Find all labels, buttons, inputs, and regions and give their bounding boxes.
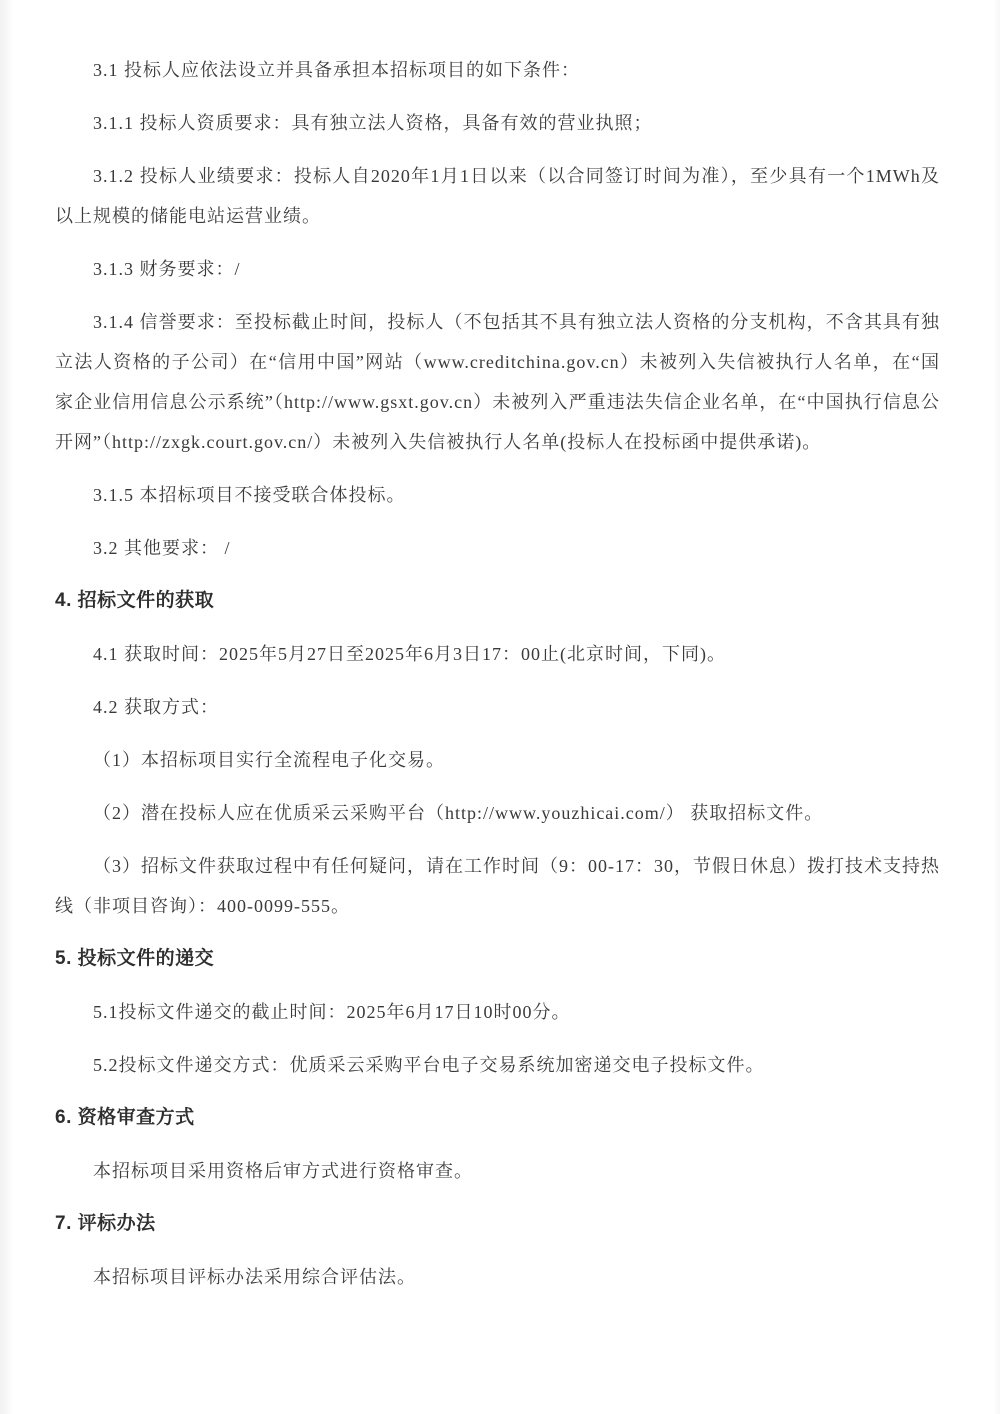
paragraph-5-2: 5.2投标文件递交方式：优质采云采购平台电子交易系统加密递交电子投标文件。 — [93, 1055, 765, 1075]
paragraph-7-body: 本招标项目评标办法采用综合评估法。 — [93, 1267, 416, 1287]
section-heading-5: 5. 投标文件的递交 — [55, 948, 215, 969]
paragraph-3-2: 3.2 其他要求： / — [93, 538, 231, 558]
paragraph-5-1: 5.1投标文件递交的截止时间：2025年6月17日10时00分。 — [93, 1002, 571, 1022]
paragraph-4-2-item-3: （3）招标文件获取过程中有任何疑问，请在工作时间（9：00-17：30，节假日休息）拨打技术支持热线（非项目咨询）：400-0099-555。 — [55, 856, 940, 916]
paragraph-3-1-1: 3.1.1 投标人资质要求：具有独立法人资格，具备有效的营业执照； — [93, 113, 653, 133]
tender-notice-document — [55, 50, 940, 1297]
section-heading-6: 6. 资格审查方式 — [55, 1107, 195, 1128]
paragraph-3-1-2: 3.1.2 投标人业绩要求：投标人自2020年1月1日以来（以合同签订时间为准），至少具有一个1MWh及以上规模的储能电站运营业绩。 — [55, 166, 940, 226]
paragraph-4-2-item-1: （1）本招标项目实行全流程电子化交易。 — [93, 750, 445, 770]
paragraph-4-1: 4.1 获取时间：2025年5月27日至2025年6月3日17：00止(北京时间，下同)。 — [93, 644, 726, 664]
paragraph-3-1-3: 3.1.3 财务要求：/ — [93, 259, 241, 279]
paragraph-3-1: 3.1 投标人应依法设立并具备承担本招标项目的如下条件： — [93, 60, 580, 80]
section-heading-4: 4. 招标文件的获取 — [55, 590, 215, 611]
paragraph-3-1-5: 3.1.5 本招标项目不接受联合体投标。 — [93, 485, 406, 505]
paragraph-3-1-4: 3.1.4 信誉要求：至投标截止时间，投标人（不包括其不具有独立法人资格的分支机构，不含其具有独立法人资格的子公司）在“信用中国”网站（www.creditchina.gov.cn）未被列入失信被执行人名单，在“国家企业信用信息公示系统”（http://www.gsxt.gov.cn）未被列入严重违法失信企业名单，在“中国执行信息公开网”（http://zxgk.court.gov.cn/）未被列入失信被执行人名单(投标人在投标函中提供承诺)。 — [55, 312, 940, 452]
paragraph-6-body: 本招标项目采用资格后审方式进行资格审查。 — [93, 1161, 473, 1181]
paragraph-4-2: 4.2 获取方式： — [93, 697, 219, 717]
paragraph-4-2-item-2: （2）潜在投标人应在优质采云采购平台（http://www.youzhicai.com/） 获取招标文件。 — [93, 803, 824, 823]
section-heading-7: 7. 评标办法 — [55, 1213, 156, 1234]
